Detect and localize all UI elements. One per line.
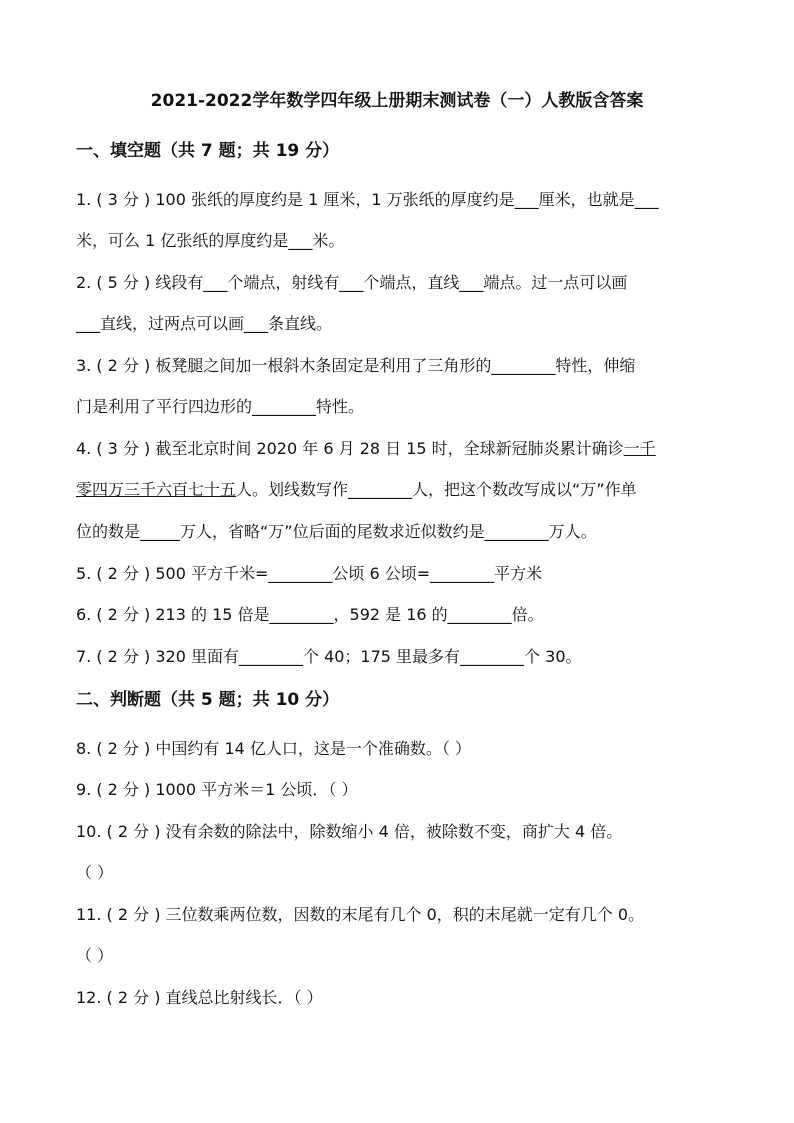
question-11-answer-bracket: （ ） — [76, 946, 114, 965]
question-2-line-2: ___直线，过两点可以画___条直线。 — [76, 314, 333, 333]
underlined-number-part-1: 一千 — [623, 439, 656, 458]
question-10-answer-bracket: （ ） — [76, 863, 114, 882]
question-4-text-continued: 人。划线数写作________人，把这个数改写成以“万”作单 — [236, 480, 637, 499]
section-heading-fill-blank: 一、填空题（共 7 题；共 19 分） — [76, 141, 340, 161]
question-11-line-1: 11. ( 2 分 ) 三位数乘两位数，因数的末尾有几个 0，积的末尾就一定有几个 0。 — [76, 905, 645, 924]
question-1-line-2: 米，可么 1 亿张纸的厚度约是___米。 — [76, 231, 345, 250]
question-3-line-1: 3. ( 2 分 ) 板凳腿之间加一根斜木条固定是利用了三角形的________特性，伸缩 — [76, 356, 636, 375]
question-8: 8. ( 2 分 ) 中国约有 14 亿人口，这是一个准确数。（ ） — [76, 739, 471, 758]
question-2-line-1: 2. ( 5 分 ) 线段有___个端点，射线有___个端点，直线___端点。过一点可以画 — [76, 273, 628, 292]
underlined-number-part-2: 零四万三千六百七十五 — [76, 480, 237, 499]
question-3-line-2: 门是利用了平行四边形的________特性。 — [76, 397, 365, 416]
question-12: 12. ( 2 分 ) 直线总比射线长．（ ） — [76, 988, 323, 1007]
question-4-line-3: 位的数是_____万人，省略“万”位后面的尾数求近似数约是________万人。 — [76, 522, 597, 541]
question-6: 6. ( 2 分 ) 213 的 15 倍是________，592 是 16 的________倍。 — [76, 605, 544, 624]
question-4-line-1 — [76, 436, 656, 459]
question-4-text: 4. ( 3 分 ) 截至北京时间 2020 年 6 月 28 日 15 时，全球新冠肺炎累计确诊 — [76, 439, 624, 458]
section-heading-true-false: 二、判断题（共 5 题；共 10 分） — [76, 690, 340, 710]
question-5: 5. ( 2 分 ) 500 平方千米=________公顷 6 公顷=________平方米 — [76, 564, 543, 583]
question-1-line-1: 1. ( 3 分 ) 100 张纸的厚度约是 1 厘米，1 万张纸的厚度约是___厘米，也就是___ — [76, 190, 659, 209]
question-10-line-1: 10. ( 2 分 ) 没有余数的除法中，除数缩小 4 倍，被除数不变，商扩大 4 倍。 — [76, 822, 623, 841]
question-9: 9. ( 2 分 ) 1000 平方米＝1 公顷．（ ） — [76, 780, 358, 799]
page-title: 2021-2022学年数学四年级上册期末测试卷（一）人教版含答案 — [150, 91, 644, 111]
question-7: 7. ( 2 分 ) 320 里面有________个 40；175 里最多有________个 30。 — [76, 647, 582, 666]
question-4-line-2 — [76, 477, 637, 500]
